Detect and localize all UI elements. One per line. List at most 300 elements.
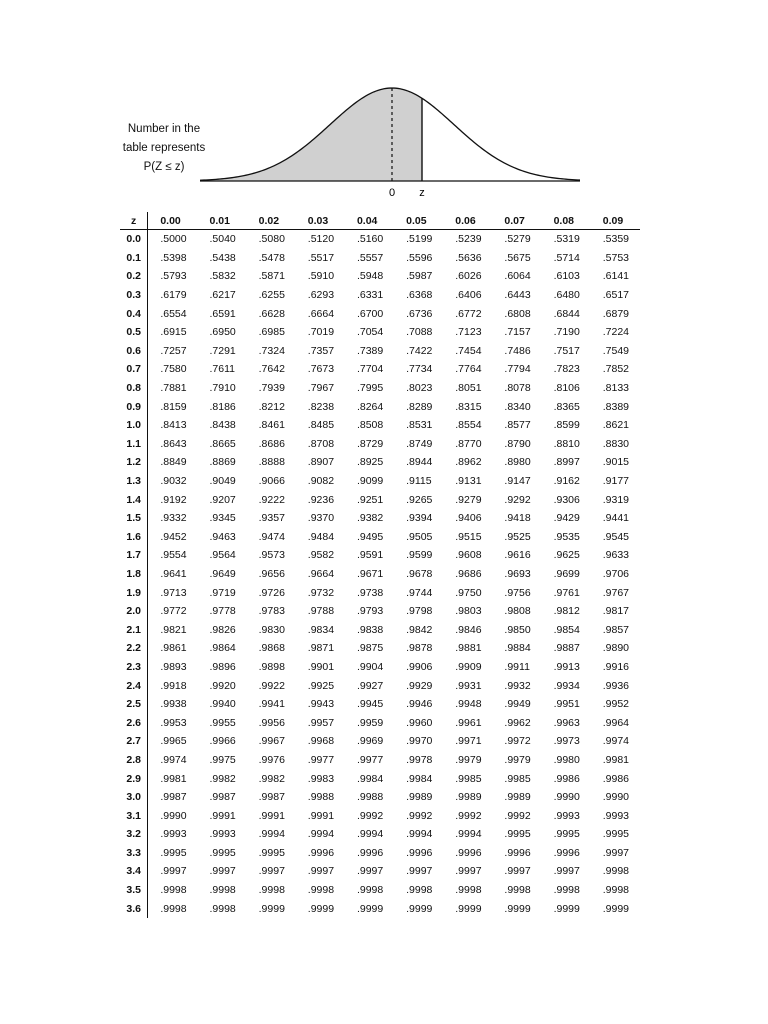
table-cell: .9946 <box>406 698 433 711</box>
table-cell: .9625 <box>553 549 580 562</box>
row-z-label: 1.8 <box>120 565 148 584</box>
table-cell: .7704 <box>356 363 384 376</box>
table-cell: .8980 <box>504 456 531 469</box>
column-header: 0.03 <box>296 212 345 230</box>
table-cell: .9913 <box>553 660 580 673</box>
row-z-label: 2.7 <box>120 732 148 751</box>
table-cell: .9953 <box>160 716 187 729</box>
axis-label-z: z <box>419 187 425 199</box>
table-cell: .9693 <box>504 567 531 580</box>
table-cell: .9986 <box>553 772 580 785</box>
table-cell: .9991 <box>209 809 236 822</box>
table-cell: .8159 <box>160 400 187 413</box>
table-cell: .9925 <box>307 679 335 692</box>
row-z-label: 0.1 <box>120 249 148 268</box>
column-header: 0.01 <box>197 212 246 230</box>
table-cell: .7357 <box>307 344 335 357</box>
table-cell: .9994 <box>455 828 482 841</box>
table-cell: .9821 <box>160 623 187 636</box>
row-z-label: 2.9 <box>120 769 148 788</box>
table-cell: .5675 <box>504 251 531 264</box>
table-cell: .9927 <box>356 679 384 692</box>
table-cell: .9049 <box>209 475 236 488</box>
table-cell: .7967 <box>307 382 335 395</box>
table-cell: .7734 <box>406 363 433 376</box>
table-cell: .9972 <box>504 735 531 748</box>
table-cell: .9591 <box>356 549 384 562</box>
table-cell: .9082 <box>307 475 335 488</box>
table-cell: .8621 <box>602 419 630 432</box>
table-cell: .6293 <box>307 289 335 302</box>
table-cell: .5793 <box>160 270 187 283</box>
table-cell: .9998 <box>209 902 236 915</box>
table-cell: .6368 <box>406 289 433 302</box>
table-cell: .6443 <box>504 289 531 302</box>
table-cell: .9997 <box>307 865 335 878</box>
table-cell: .9998 <box>553 884 580 897</box>
table-cell: .9983 <box>307 772 335 785</box>
table-cell: .9997 <box>455 865 482 878</box>
table-cell: .9875 <box>356 642 384 655</box>
table-cell: .9798 <box>406 605 433 618</box>
table-cell: .9951 <box>553 698 580 711</box>
table-cell: .9973 <box>553 735 580 748</box>
table-row <box>120 899 640 918</box>
table-cell: .9463 <box>209 530 236 543</box>
table-cell: .9406 <box>455 512 482 525</box>
table-cell: .6736 <box>406 307 433 320</box>
table-cell: .9772 <box>160 605 187 618</box>
table-cell: .5120 <box>307 233 335 246</box>
table-cell: .9997 <box>209 865 236 878</box>
table-cell: .9904 <box>356 660 384 673</box>
table-cell: .9994 <box>356 828 384 841</box>
table-cell: .8749 <box>406 437 433 450</box>
table-cell: .9956 <box>258 716 285 729</box>
table-cell: .9993 <box>553 809 580 822</box>
table-cell: .6628 <box>258 307 285 320</box>
table-cell: .9974 <box>160 753 187 766</box>
table-cell: .5080 <box>258 233 285 246</box>
table-cell: .9992 <box>455 809 482 822</box>
table-cell: .9998 <box>602 865 630 878</box>
table-row <box>120 658 640 677</box>
table-cell: .9943 <box>307 698 335 711</box>
table-cell: .9099 <box>356 475 384 488</box>
table-cell: .9997 <box>160 865 187 878</box>
table-cell: .9993 <box>209 828 236 841</box>
table-cell: .6517 <box>602 289 630 302</box>
table-row <box>120 230 640 249</box>
row-z-label: 1.1 <box>120 435 148 454</box>
table-cell: .9788 <box>307 605 335 618</box>
table-cell: .9474 <box>258 530 285 543</box>
column-header: 0.04 <box>345 212 394 230</box>
table-cell: .6331 <box>356 289 384 302</box>
table-cell: .9767 <box>602 586 630 599</box>
table-cell: .9699 <box>553 567 580 580</box>
table-cell: .9993 <box>602 809 630 822</box>
table-cell: .7611 <box>209 363 235 376</box>
table-cell: .8888 <box>258 456 285 469</box>
table-cell: .9975 <box>209 753 236 766</box>
table-cell: .7486 <box>504 344 531 357</box>
table-cell: .9994 <box>307 828 335 841</box>
table-cell: .6064 <box>504 270 531 283</box>
row-z-label: 0.4 <box>120 304 148 323</box>
column-header: 0.02 <box>247 212 296 230</box>
table-cell: .9306 <box>553 493 580 506</box>
table-cell: .9756 <box>504 586 531 599</box>
table-row <box>120 342 640 361</box>
table-cell: .5000 <box>160 233 187 246</box>
table-cell: .5199 <box>406 233 433 246</box>
table-cell: .8413 <box>160 419 187 432</box>
row-z-label: 0.3 <box>120 286 148 305</box>
table-cell: .8665 <box>209 437 236 450</box>
table-cell: .9997 <box>406 865 433 878</box>
table-cell: .8212 <box>258 400 285 413</box>
table-row <box>120 304 640 323</box>
table-cell: .7224 <box>602 326 630 339</box>
table-cell: .9997 <box>356 865 384 878</box>
normal-curve-figure <box>195 80 595 205</box>
table-cell: .9878 <box>406 642 433 655</box>
row-z-label: 1.5 <box>120 509 148 528</box>
table-cell: .8944 <box>406 456 433 469</box>
table-row <box>120 788 640 807</box>
table-cell: .9292 <box>504 493 531 506</box>
table-cell: .6217 <box>209 289 236 302</box>
table-cell: .5987 <box>406 270 433 283</box>
table-cell: .6554 <box>160 307 187 320</box>
table-cell: .8790 <box>504 437 531 450</box>
table-cell: .6664 <box>307 307 335 320</box>
table-cell: .9131 <box>455 475 482 488</box>
table-cell: .9999 <box>455 902 482 915</box>
table-cell: .8770 <box>455 437 482 450</box>
table-cell: .9987 <box>160 791 187 804</box>
table-cell: .6103 <box>553 270 580 283</box>
table-cell: .7881 <box>160 382 187 395</box>
table-cell: .9997 <box>553 865 580 878</box>
table-cell: .9996 <box>553 846 580 859</box>
table-cell: .9929 <box>406 679 433 692</box>
table-cell: .5438 <box>209 251 236 264</box>
row-z-label: 0.0 <box>120 230 148 249</box>
table-cell: .9992 <box>406 809 433 822</box>
table-cell: .9969 <box>356 735 384 748</box>
table-cell: .9738 <box>356 586 384 599</box>
table-cell: .8810 <box>553 437 580 450</box>
table-row <box>120 713 640 732</box>
table-cell: .9979 <box>504 753 531 766</box>
table-cell: .9279 <box>455 493 482 506</box>
table-row <box>120 695 640 714</box>
table-cell: .9996 <box>307 846 335 859</box>
row-z-label: 0.6 <box>120 342 148 361</box>
table-cell: .9999 <box>406 902 433 915</box>
table-cell: .9965 <box>160 735 187 748</box>
table-cell: .9884 <box>504 642 531 655</box>
row-z-label: 2.5 <box>120 695 148 714</box>
table-cell: .9564 <box>209 549 236 562</box>
table-cell: .9964 <box>602 716 630 729</box>
table-cell: .9656 <box>258 567 285 580</box>
table-row <box>120 844 640 863</box>
table-row <box>120 435 640 454</box>
table-row <box>120 769 640 788</box>
table-cell: .9429 <box>553 512 580 525</box>
table-cell: .9452 <box>160 530 187 543</box>
table-cell: .9207 <box>209 493 236 506</box>
table-cell: .5948 <box>356 270 384 283</box>
table-cell: .9599 <box>406 549 433 562</box>
table-row <box>120 881 640 900</box>
table-row <box>120 806 640 825</box>
table-cell: .5239 <box>455 233 482 246</box>
table-cell: .9162 <box>553 475 580 488</box>
table-cell: .7823 <box>553 363 580 376</box>
table-cell: .9995 <box>209 846 236 859</box>
column-header: 0.00 <box>148 212 198 230</box>
table-cell: .9671 <box>356 567 384 580</box>
row-z-label: 1.9 <box>120 583 148 602</box>
table-cell: .9803 <box>455 605 482 618</box>
table-cell: .9846 <box>455 623 482 636</box>
table-row <box>120 528 640 547</box>
table-cell: .8133 <box>602 382 630 395</box>
table-cell: .9994 <box>258 828 285 841</box>
table-cell: .9977 <box>307 753 335 766</box>
table-cell: .9015 <box>602 456 630 469</box>
table-cell: .9952 <box>602 698 630 711</box>
table-row <box>120 825 640 844</box>
table-cell: .6844 <box>553 307 580 320</box>
row-z-label: 0.7 <box>120 360 148 379</box>
table-cell: .6985 <box>258 326 285 339</box>
table-cell: .9916 <box>602 660 630 673</box>
table-cell: .9992 <box>356 809 384 822</box>
row-z-label: 2.8 <box>120 751 148 770</box>
table-cell: .9997 <box>504 865 531 878</box>
table-cell: .9999 <box>356 902 384 915</box>
table-cell: .9750 <box>455 586 482 599</box>
table-cell: .9515 <box>455 530 482 543</box>
table-cell: .8508 <box>356 419 384 432</box>
table-cell: .9998 <box>455 884 482 897</box>
table-cell: .9991 <box>307 809 335 822</box>
table-cell: .6591 <box>209 307 236 320</box>
table-row <box>120 565 640 584</box>
row-z-label: 0.8 <box>120 379 148 398</box>
table-cell: .8106 <box>553 382 580 395</box>
row-z-label: 1.4 <box>120 490 148 509</box>
table-cell: .9834 <box>307 623 335 636</box>
table-cell: .9817 <box>602 605 630 618</box>
table-cell: .9932 <box>504 679 531 692</box>
table-cell: .8925 <box>356 456 384 469</box>
table-cell: .9890 <box>602 642 630 655</box>
table-cell: .9990 <box>553 791 580 804</box>
table-cell: .9918 <box>160 679 187 692</box>
row-z-label: 2.3 <box>120 658 148 677</box>
table-cell: .8907 <box>307 456 335 469</box>
row-z-label: 2.1 <box>120 620 148 639</box>
table-cell: .9783 <box>258 605 285 618</box>
table-cell: .9582 <box>307 549 335 562</box>
table-cell: .9998 <box>406 884 433 897</box>
table-cell: .9251 <box>356 493 384 506</box>
table-cell: .5714 <box>553 251 580 264</box>
table-cell: .9857 <box>602 623 630 636</box>
table-cell: .5359 <box>602 233 630 246</box>
column-header: 0.08 <box>542 212 591 230</box>
table-cell: .9686 <box>455 567 482 580</box>
table-header-row <box>120 212 640 230</box>
table-cell: .6950 <box>209 326 236 339</box>
table-cell: .9719 <box>209 586 236 599</box>
table-cell: .9236 <box>307 493 335 506</box>
table-cell: .9966 <box>209 735 236 748</box>
table-cell: .7257 <box>160 344 187 357</box>
table-cell: .7995 <box>356 382 384 395</box>
table-cell: .9495 <box>356 530 384 543</box>
table-cell: .8315 <box>455 400 482 413</box>
table-cell: .9896 <box>209 660 236 673</box>
table-cell: .9995 <box>504 828 531 841</box>
table-cell: .9963 <box>553 716 580 729</box>
row-z-label: 1.2 <box>120 453 148 472</box>
table-cell: .9554 <box>160 549 187 562</box>
table-cell: .9812 <box>553 605 580 618</box>
table-cell: .8389 <box>602 400 630 413</box>
table-cell: .9999 <box>553 902 580 915</box>
row-z-label: 2.6 <box>120 713 148 732</box>
table-cell: .9981 <box>160 772 187 785</box>
table-cell: .9931 <box>455 679 482 692</box>
row-z-label: 3.3 <box>120 844 148 863</box>
table-cell: .9881 <box>455 642 482 655</box>
table-cell: .9968 <box>307 735 335 748</box>
table-cell: .9920 <box>209 679 236 692</box>
table-row <box>120 676 640 695</box>
table-cell: .9909 <box>455 660 482 673</box>
table-cell: .9998 <box>356 884 384 897</box>
table-cell: .9979 <box>455 753 482 766</box>
table-cell: .9608 <box>455 549 482 562</box>
table-cell: .8264 <box>356 400 384 413</box>
table-cell: .8340 <box>504 400 531 413</box>
table-cell: .9032 <box>160 475 187 488</box>
table-cell: .8438 <box>209 419 236 432</box>
table-cell: .9992 <box>504 809 531 822</box>
table-cell: .9980 <box>553 753 580 766</box>
table-cell: .9998 <box>209 884 236 897</box>
table-row <box>120 360 640 379</box>
table-cell: .9948 <box>455 698 482 711</box>
column-header: 0.09 <box>591 212 640 230</box>
table-cell: .8289 <box>406 400 433 413</box>
table-cell: .7673 <box>307 363 335 376</box>
axis-label-zero: 0 <box>388 187 396 199</box>
table-cell: .9941 <box>258 698 285 711</box>
table-cell: .9441 <box>602 512 630 525</box>
table-cell: .9945 <box>356 698 384 711</box>
table-cell: .7852 <box>602 363 630 376</box>
table-cell: .9893 <box>160 660 187 673</box>
table-cell: .9999 <box>602 902 630 915</box>
table-cell: .5160 <box>356 233 384 246</box>
table-cell: .9997 <box>602 846 630 859</box>
table-row <box>120 416 640 435</box>
table-cell: .9887 <box>553 642 580 655</box>
table-cell: .5557 <box>356 251 384 264</box>
table-cell: .9357 <box>258 512 285 525</box>
column-header: 0.06 <box>443 212 492 230</box>
table-cell: .9967 <box>258 735 285 748</box>
table-cell: .9998 <box>504 884 531 897</box>
row-z-label: 0.5 <box>120 323 148 342</box>
table-cell: .9995 <box>258 846 285 859</box>
table-row <box>120 472 640 491</box>
table-row <box>120 751 640 770</box>
table-cell: .8186 <box>209 400 236 413</box>
table-cell: .9664 <box>307 567 335 580</box>
table-cell: .9984 <box>406 772 433 785</box>
table-cell: .9977 <box>356 753 384 766</box>
table-cell: .7517 <box>553 344 580 357</box>
table-cell: .9938 <box>160 698 187 711</box>
table-cell: .7794 <box>504 363 531 376</box>
table-cell: .9345 <box>209 512 236 525</box>
table-cell: .9382 <box>356 512 384 525</box>
row-z-label: 0.2 <box>120 267 148 286</box>
table-cell: .9864 <box>209 642 236 655</box>
table-cell: .9922 <box>258 679 285 692</box>
table-cell: .9678 <box>406 567 433 580</box>
table-cell: .9826 <box>209 623 236 636</box>
row-z-label: 2.2 <box>120 639 148 658</box>
caption-line-1: Number in the <box>127 123 201 135</box>
table-cell: .9985 <box>504 772 531 785</box>
row-z-label: 2.4 <box>120 676 148 695</box>
table-cell: .9616 <box>504 549 531 562</box>
table-cell: .9505 <box>406 530 433 543</box>
table-cell: .9970 <box>406 735 433 748</box>
table-cell: .9995 <box>602 828 630 841</box>
table-cell: .5478 <box>258 251 285 264</box>
table-cell: .5910 <box>307 270 335 283</box>
table-cell: .7324 <box>258 344 285 357</box>
table-row <box>120 323 640 342</box>
table-row <box>120 862 640 881</box>
table-cell: .5832 <box>209 270 236 283</box>
table-cell: .9996 <box>356 846 384 859</box>
table-cell: .9906 <box>406 660 433 673</box>
table-cell: .6915 <box>160 326 187 339</box>
table-cell: .9961 <box>455 716 482 729</box>
table-cell: .9147 <box>504 475 531 488</box>
row-z-label: 2.0 <box>120 602 148 621</box>
caption-line-2: table represents <box>122 142 206 154</box>
table-cell: .9265 <box>406 493 433 506</box>
table-cell: .9988 <box>307 791 335 804</box>
table-cell: .8023 <box>406 382 433 395</box>
table-cell: .8461 <box>258 419 285 432</box>
table-row <box>120 453 640 472</box>
table-cell: .9066 <box>258 475 285 488</box>
